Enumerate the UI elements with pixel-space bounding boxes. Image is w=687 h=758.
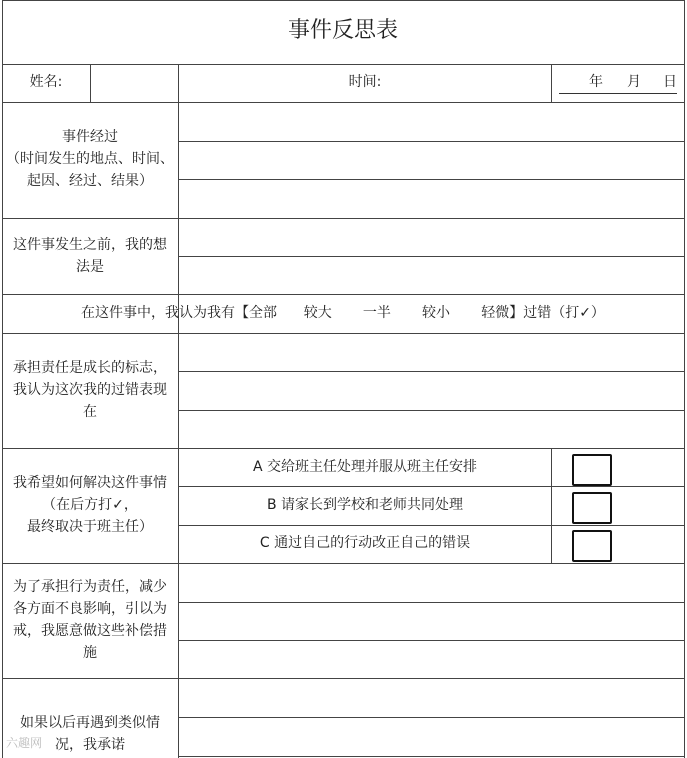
compensation-label: 为了承担行为责任，减少 各方面不良影响，引以为 戒，我愿意做这些补偿措 施 [13, 579, 167, 661]
compensation-field[interactable] [179, 564, 684, 678]
prior-thought-label: 这件事发生之前，我的想 法是 [13, 237, 167, 275]
rule [2, 448, 685, 449]
event-process-field[interactable] [179, 103, 684, 218]
fault-degree-row[interactable]: 在这件事中，我认为我有【全部 较大 一半 较小 轻微】过错（打✓） [81, 305, 605, 321]
option-a-checkbox[interactable] [572, 454, 612, 486]
time-label: 时间: [348, 74, 382, 90]
form-title: 事件反思表 [287, 18, 398, 43]
event-process-label: 事件经过 （时间发生的地点、时间、 起因、经过、结果） [6, 129, 174, 189]
option-b-checkbox[interactable] [572, 492, 612, 524]
frame-right [684, 0, 685, 758]
date-field[interactable] [552, 64, 684, 102]
date-day: 日 [663, 74, 677, 90]
frame-top [2, 0, 685, 1]
rule [90, 64, 91, 102]
responsibility-field[interactable] [179, 334, 684, 448]
watermark: 六趣网 [6, 736, 43, 750]
option-c-checkbox[interactable] [572, 530, 612, 562]
option-a: A 交给班主任处理并服从班主任安排 [252, 459, 478, 475]
rule [179, 486, 685, 487]
rule [179, 525, 685, 526]
promise-field[interactable] [179, 679, 684, 758]
name-label: 姓名: [29, 74, 63, 90]
option-b: B 请家长到学校和老师共同处理 [266, 497, 464, 513]
rule [551, 448, 552, 563]
responsibility-label: 承担责任是成长的标志， 我认为这次我的过错表现 在 [13, 360, 167, 420]
resolution-label: 我希望如何解决这件事情 （在后方打✓， 最终取决于班主任） [13, 475, 167, 535]
rule [2, 294, 685, 295]
date-underline [559, 93, 677, 94]
date-month: 月 [627, 74, 641, 90]
option-c: C 通过自己的行动改正自己的错误 [259, 535, 471, 551]
prior-thought-field[interactable] [179, 219, 684, 294]
date-year: 年 [589, 74, 603, 90]
promise-label: 如果以后再遇到类似情 况，我承诺 [20, 715, 160, 753]
